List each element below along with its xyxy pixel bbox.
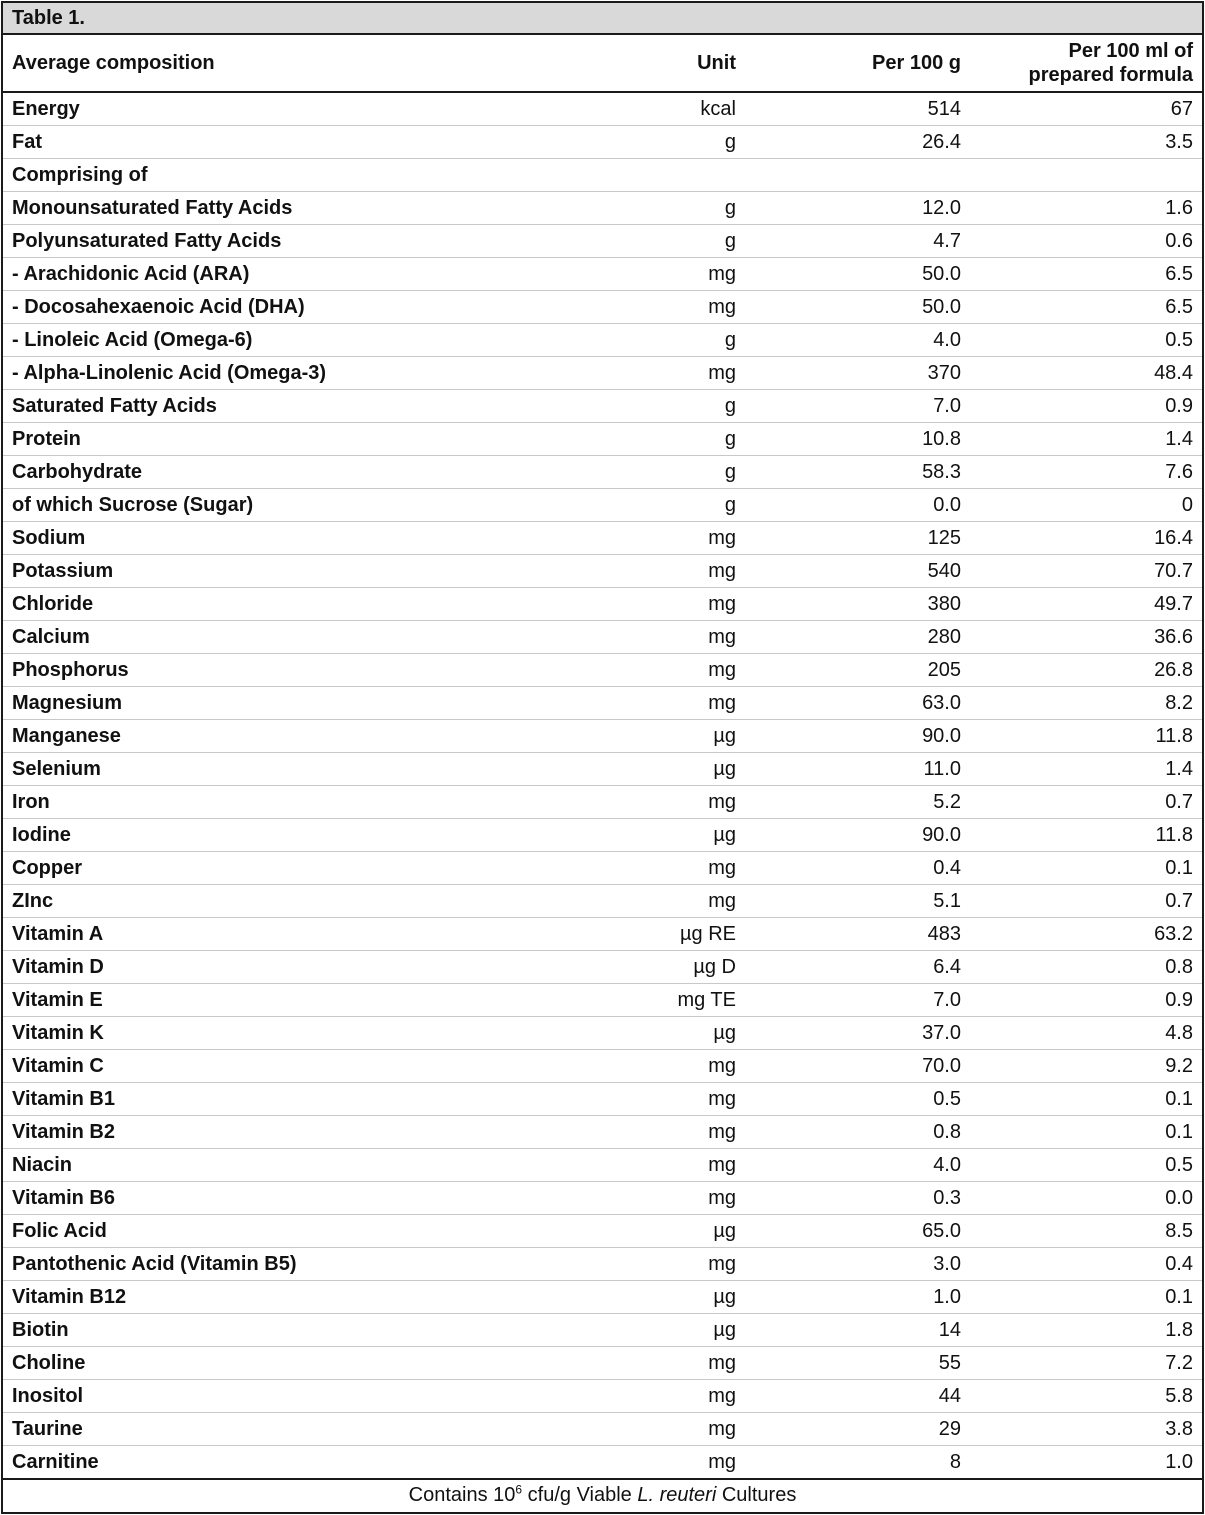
row-name: Biotin <box>3 1314 583 1347</box>
row-per-100ml: 3.8 <box>970 1413 1202 1446</box>
table-row <box>3 357 1202 390</box>
row-name: Vitamin B12 <box>3 1281 583 1314</box>
row-unit: µg D <box>583 951 745 984</box>
row-per-100g: 4.7 <box>745 225 970 258</box>
table-row <box>3 423 1202 456</box>
row-unit: mg <box>583 1182 745 1215</box>
row-unit: mg <box>583 258 745 291</box>
table-row <box>3 1347 1202 1380</box>
footnote-species: L. reuteri <box>637 1484 717 1506</box>
table-row <box>3 92 1202 126</box>
row-unit: mg <box>583 1413 745 1446</box>
header-per-100ml <box>970 35 1202 92</box>
row-per-100g: 4.0 <box>745 1149 970 1182</box>
nutrition-table-panel <box>1 1 1204 1514</box>
header-unit: Unit <box>583 35 745 92</box>
table-row <box>3 522 1202 555</box>
row-name: - Linoleic Acid (Omega-6) <box>3 324 583 357</box>
row-unit: mg <box>583 357 745 390</box>
row-per-100ml: 9.2 <box>970 1050 1202 1083</box>
row-name: Folic Acid <box>3 1215 583 1248</box>
row-per-100g: 205 <box>745 654 970 687</box>
table-body <box>3 92 1202 1479</box>
row-per-100g: 7.0 <box>745 984 970 1017</box>
row-unit: mg <box>583 654 745 687</box>
table-row <box>3 291 1202 324</box>
row-per-100g: 0.4 <box>745 852 970 885</box>
table-row <box>3 753 1202 786</box>
row-unit: mg <box>583 1149 745 1182</box>
row-per-100g: 14 <box>745 1314 970 1347</box>
row-unit: g <box>583 192 745 225</box>
row-per-100g: 0.5 <box>745 1083 970 1116</box>
table-row <box>3 654 1202 687</box>
row-name: Protein <box>3 423 583 456</box>
row-per-100g: 63.0 <box>745 687 970 720</box>
row-unit: mg <box>583 1248 745 1281</box>
row-name: Vitamin D <box>3 951 583 984</box>
table-row <box>3 1149 1202 1182</box>
row-per-100g: 44 <box>745 1380 970 1413</box>
row-per-100ml: 0.7 <box>970 786 1202 819</box>
table-row <box>3 192 1202 225</box>
table-row <box>3 489 1202 522</box>
table-row <box>3 456 1202 489</box>
row-per-100ml <box>970 159 1202 192</box>
row-name: of which Sucrose (Sugar) <box>3 489 583 522</box>
table-row <box>3 126 1202 159</box>
table-row <box>3 720 1202 753</box>
table-row <box>3 1017 1202 1050</box>
row-unit: mg <box>583 852 745 885</box>
row-unit: mg <box>583 1083 745 1116</box>
row-name: - Alpha-Linolenic Acid (Omega-3) <box>3 357 583 390</box>
row-unit: mg <box>583 687 745 720</box>
row-per-100ml: 0.5 <box>970 1149 1202 1182</box>
table-caption: Table 1. <box>3 3 1202 35</box>
row-per-100g: 5.2 <box>745 786 970 819</box>
row-per-100g: 26.4 <box>745 126 970 159</box>
table-row <box>3 885 1202 918</box>
row-name: Saturated Fatty Acids <box>3 390 583 423</box>
row-per-100g: 370 <box>745 357 970 390</box>
row-unit: µg RE <box>583 918 745 951</box>
header-per-100ml-line1: Per 100 ml of <box>1068 40 1193 62</box>
row-name: Vitamin B2 <box>3 1116 583 1149</box>
row-name: Potassium <box>3 555 583 588</box>
table-row <box>3 1248 1202 1281</box>
row-per-100g: 280 <box>745 621 970 654</box>
row-per-100g: 0.8 <box>745 1116 970 1149</box>
row-unit: µg <box>583 1215 745 1248</box>
row-name: Copper <box>3 852 583 885</box>
row-unit: g <box>583 225 745 258</box>
row-per-100g: 29 <box>745 1413 970 1446</box>
row-per-100g: 1.0 <box>745 1281 970 1314</box>
row-per-100ml: 5.8 <box>970 1380 1202 1413</box>
row-per-100g: 380 <box>745 588 970 621</box>
row-unit: µg <box>583 819 745 852</box>
row-per-100g: 540 <box>745 555 970 588</box>
row-name: - Arachidonic Acid (ARA) <box>3 258 583 291</box>
row-per-100ml: 7.2 <box>970 1347 1202 1380</box>
row-name: Energy <box>3 92 583 126</box>
row-per-100ml: 4.8 <box>970 1017 1202 1050</box>
row-name: Niacin <box>3 1149 583 1182</box>
table-row <box>3 819 1202 852</box>
row-unit: mg <box>583 885 745 918</box>
row-unit: g <box>583 423 745 456</box>
row-name: Vitamin K <box>3 1017 583 1050</box>
table-row <box>3 786 1202 819</box>
table-row <box>3 258 1202 291</box>
row-per-100g: 483 <box>745 918 970 951</box>
row-per-100g: 55 <box>745 1347 970 1380</box>
table-row <box>3 1380 1202 1413</box>
row-per-100g: 65.0 <box>745 1215 970 1248</box>
row-per-100g: 70.0 <box>745 1050 970 1083</box>
row-per-100ml: 36.6 <box>970 621 1202 654</box>
row-name: Sodium <box>3 522 583 555</box>
row-per-100ml: 8.2 <box>970 687 1202 720</box>
row-per-100g: 90.0 <box>745 819 970 852</box>
row-unit: mg <box>583 1446 745 1480</box>
row-per-100g: 125 <box>745 522 970 555</box>
composition-table <box>3 35 1202 1480</box>
row-per-100g: 4.0 <box>745 324 970 357</box>
row-unit: mg <box>583 588 745 621</box>
row-name: Vitamin B6 <box>3 1182 583 1215</box>
row-per-100ml: 0.1 <box>970 852 1202 885</box>
row-unit: g <box>583 489 745 522</box>
table-row <box>3 555 1202 588</box>
row-name: Pantothenic Acid (Vitamin B5) <box>3 1248 583 1281</box>
row-per-100ml: 0.1 <box>970 1116 1202 1149</box>
row-per-100ml: 11.8 <box>970 720 1202 753</box>
row-per-100g: 7.0 <box>745 390 970 423</box>
row-unit: mg <box>583 1347 745 1380</box>
row-per-100ml: 0.4 <box>970 1248 1202 1281</box>
row-per-100g: 6.4 <box>745 951 970 984</box>
row-name: Choline <box>3 1347 583 1380</box>
row-name: Vitamin E <box>3 984 583 1017</box>
row-unit: mg <box>583 1116 745 1149</box>
row-per-100ml: 1.8 <box>970 1314 1202 1347</box>
table-row <box>3 225 1202 258</box>
row-unit: mg <box>583 1050 745 1083</box>
row-per-100ml: 63.2 <box>970 918 1202 951</box>
row-per-100g: 514 <box>745 92 970 126</box>
row-per-100ml: 8.5 <box>970 1215 1202 1248</box>
row-unit: mg <box>583 555 745 588</box>
row-name: Iron <box>3 786 583 819</box>
row-unit: g <box>583 456 745 489</box>
table-row <box>3 951 1202 984</box>
header-per-100ml-line2: prepared formula <box>1028 64 1193 86</box>
row-per-100g <box>745 159 970 192</box>
row-unit: µg <box>583 1314 745 1347</box>
row-per-100ml: 0.0 <box>970 1182 1202 1215</box>
row-name: - Docosahexaenoic Acid (DHA) <box>3 291 583 324</box>
row-per-100ml: 49.7 <box>970 588 1202 621</box>
row-per-100ml: 6.5 <box>970 258 1202 291</box>
row-per-100ml: 3.5 <box>970 126 1202 159</box>
row-name: Carbohydrate <box>3 456 583 489</box>
row-per-100ml: 26.8 <box>970 654 1202 687</box>
row-per-100g: 50.0 <box>745 291 970 324</box>
row-per-100ml: 7.6 <box>970 456 1202 489</box>
row-per-100g: 3.0 <box>745 1248 970 1281</box>
table-row <box>3 984 1202 1017</box>
row-name: Chloride <box>3 588 583 621</box>
row-name: Taurine <box>3 1413 583 1446</box>
table-row <box>3 1281 1202 1314</box>
row-per-100g: 5.1 <box>745 885 970 918</box>
row-name: Carnitine <box>3 1446 583 1480</box>
row-per-100ml: 48.4 <box>970 357 1202 390</box>
table-row <box>3 1215 1202 1248</box>
row-per-100g: 8 <box>745 1446 970 1480</box>
row-name: Iodine <box>3 819 583 852</box>
row-name: Phosphorus <box>3 654 583 687</box>
row-unit: µg <box>583 1017 745 1050</box>
row-per-100g: 37.0 <box>745 1017 970 1050</box>
row-unit: mg <box>583 522 745 555</box>
row-name: Calcium <box>3 621 583 654</box>
row-per-100ml: 11.8 <box>970 819 1202 852</box>
row-per-100ml: 67 <box>970 92 1202 126</box>
header-per-100g: Per 100 g <box>745 35 970 92</box>
row-per-100ml: 0.1 <box>970 1281 1202 1314</box>
table-row <box>3 918 1202 951</box>
footnote-suffix: Cultures <box>716 1484 797 1506</box>
row-name: Inositol <box>3 1380 583 1413</box>
row-unit: mg <box>583 1380 745 1413</box>
row-per-100ml: 6.5 <box>970 291 1202 324</box>
row-name: Magnesium <box>3 687 583 720</box>
footnote-middle: cfu/g Viable <box>522 1484 638 1506</box>
table-row <box>3 621 1202 654</box>
row-per-100ml: 1.6 <box>970 192 1202 225</box>
row-name: Monounsaturated Fatty Acids <box>3 192 583 225</box>
row-name: Vitamin A <box>3 918 583 951</box>
row-per-100ml: 0.9 <box>970 390 1202 423</box>
row-per-100g: 12.0 <box>745 192 970 225</box>
row-per-100g: 58.3 <box>745 456 970 489</box>
row-unit: µg <box>583 1281 745 1314</box>
row-name: Comprising of <box>3 159 583 192</box>
header-composition: Average composition <box>3 35 583 92</box>
table-row <box>3 1413 1202 1446</box>
footnote-prefix: Contains 10 <box>408 1484 516 1506</box>
table-row <box>3 1446 1202 1480</box>
table-header-row <box>3 35 1202 92</box>
row-unit: g <box>583 390 745 423</box>
row-per-100ml: 0.9 <box>970 984 1202 1017</box>
footnote-exponent: 6 <box>515 1482 523 1497</box>
row-per-100g: 0.0 <box>745 489 970 522</box>
row-per-100ml: 0.1 <box>970 1083 1202 1116</box>
table-row <box>3 1050 1202 1083</box>
table-row <box>3 390 1202 423</box>
row-per-100ml: 0.8 <box>970 951 1202 984</box>
table-row <box>3 324 1202 357</box>
row-unit: mg <box>583 786 745 819</box>
row-per-100g: 11.0 <box>745 753 970 786</box>
row-per-100ml: 1.4 <box>970 753 1202 786</box>
row-unit: mg <box>583 291 745 324</box>
row-per-100ml: 16.4 <box>970 522 1202 555</box>
row-unit: g <box>583 324 745 357</box>
row-name: Vitamin C <box>3 1050 583 1083</box>
row-name: Vitamin B1 <box>3 1083 583 1116</box>
row-per-100g: 0.3 <box>745 1182 970 1215</box>
table-row <box>3 588 1202 621</box>
row-per-100ml: 1.4 <box>970 423 1202 456</box>
row-unit <box>583 159 745 192</box>
row-name: Manganese <box>3 720 583 753</box>
row-per-100ml: 0 <box>970 489 1202 522</box>
row-per-100ml: 0.6 <box>970 225 1202 258</box>
row-unit: µg <box>583 720 745 753</box>
row-per-100ml: 70.7 <box>970 555 1202 588</box>
row-name: Selenium <box>3 753 583 786</box>
row-unit: mg <box>583 621 745 654</box>
row-unit: mg TE <box>583 984 745 1017</box>
row-unit: g <box>583 126 745 159</box>
row-per-100ml: 0.7 <box>970 885 1202 918</box>
row-name: ZInc <box>3 885 583 918</box>
table-row <box>3 687 1202 720</box>
footnote <box>3 1480 1202 1510</box>
table-row <box>3 159 1202 192</box>
row-per-100g: 10.8 <box>745 423 970 456</box>
row-name: Fat <box>3 126 583 159</box>
table-row <box>3 1116 1202 1149</box>
row-per-100g: 50.0 <box>745 258 970 291</box>
table-row <box>3 852 1202 885</box>
row-per-100ml: 0.5 <box>970 324 1202 357</box>
table-row <box>3 1083 1202 1116</box>
table-row <box>3 1314 1202 1347</box>
table-row <box>3 1182 1202 1215</box>
row-unit: kcal <box>583 92 745 126</box>
row-unit: µg <box>583 753 745 786</box>
row-per-100g: 90.0 <box>745 720 970 753</box>
row-per-100ml: 1.0 <box>970 1446 1202 1480</box>
row-name: Polyunsaturated Fatty Acids <box>3 225 583 258</box>
